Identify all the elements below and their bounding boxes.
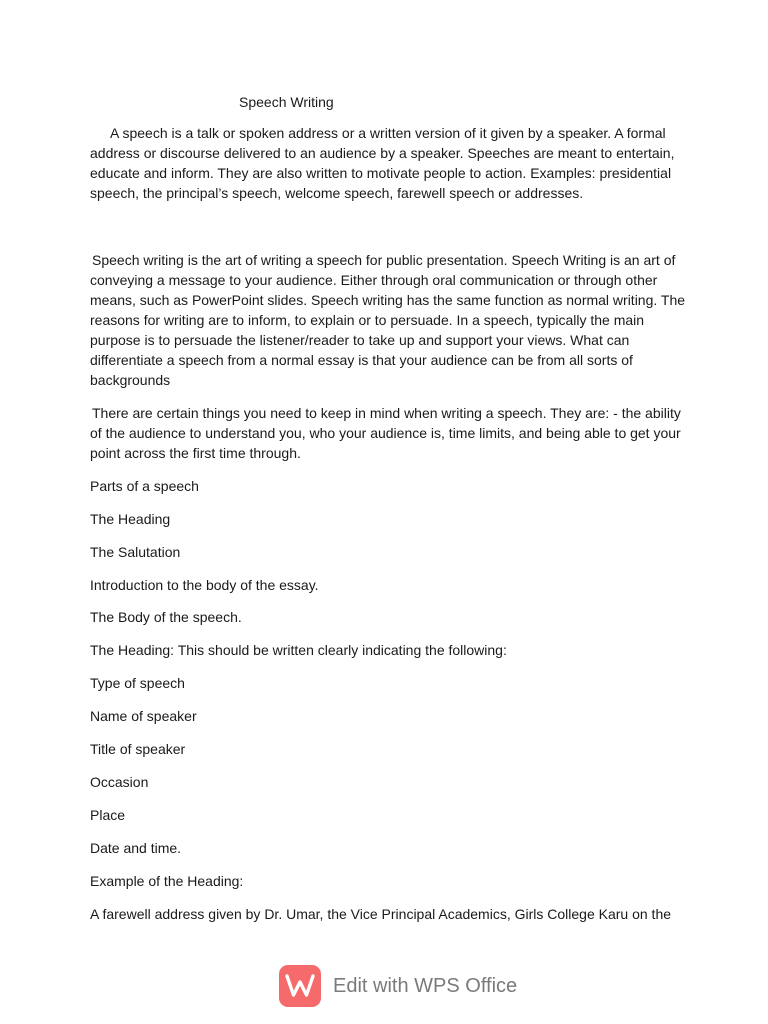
line-occasion: Occasion — [90, 774, 149, 790]
line-the-salutation: The Salutation — [90, 544, 181, 560]
line-introduction: Introduction to the body of the essay. — [90, 577, 319, 593]
paragraph-speech-definition: A speech is a talk or spoken address or a written version of it given by a speaker. A formal address or discourse delivered to an audience by a speaker. Speeches are meant to entertain, educate and inform. They are also written to motivate people to action. Examples: presidential speech, the principal’s speech, welcome speech, farewell speech or addresses. — [90, 125, 675, 201]
line-title-of-speaker: Title of speaker — [90, 741, 186, 757]
wps-watermark[interactable] — [279, 964, 517, 1008]
paragraph-things-to-keep-in-mind: There are certain things you need to keep in mind when writing a speech. They are: - the ability of the audience to understand you, who your audience is, time limits, and being able to get your point across the first time through. — [90, 405, 681, 461]
line-parts-of-speech: Parts of a speech — [90, 478, 199, 494]
line-heading-instructions: The Heading: This should be written clearly indicating the following: — [90, 642, 507, 658]
wps-watermark-label: Edit with WPS Office — [333, 974, 518, 997]
paragraph-speech-writing-art: Speech writing is the art of writing a speech for public presentation. Speech Writing is an art of conveying a message to your audience. Either through oral communication or through other means, such as PowerPoint slides. Speech writing has the same function as normal writing. The reasons for writing are to inform, to explain or to persuade. In a speech, typically the main purpose is to persuade the listener/reader to take up and support your views. What can differentiate a speech from a normal essay is that your audience can be from all sorts of backgrounds — [90, 252, 686, 388]
line-type-of-speech: Type of speech — [90, 675, 185, 691]
line-name-of-speaker: Name of speaker — [90, 708, 197, 724]
line-place: Place — [90, 807, 126, 823]
line-date-and-time: Date and time. — [90, 840, 182, 856]
line-the-heading: The Heading — [90, 511, 171, 527]
document-title: Speech Writing — [239, 94, 334, 110]
line-farewell-example: A farewell address given by Dr. Umar, the Vice Principal Academics, Girls College Karu on the — [90, 906, 672, 922]
wps-logo-icon — [279, 965, 321, 1007]
line-body-of-speech: The Body of the speech. — [90, 609, 242, 625]
line-example-of-heading: Example of the Heading: — [90, 873, 244, 889]
